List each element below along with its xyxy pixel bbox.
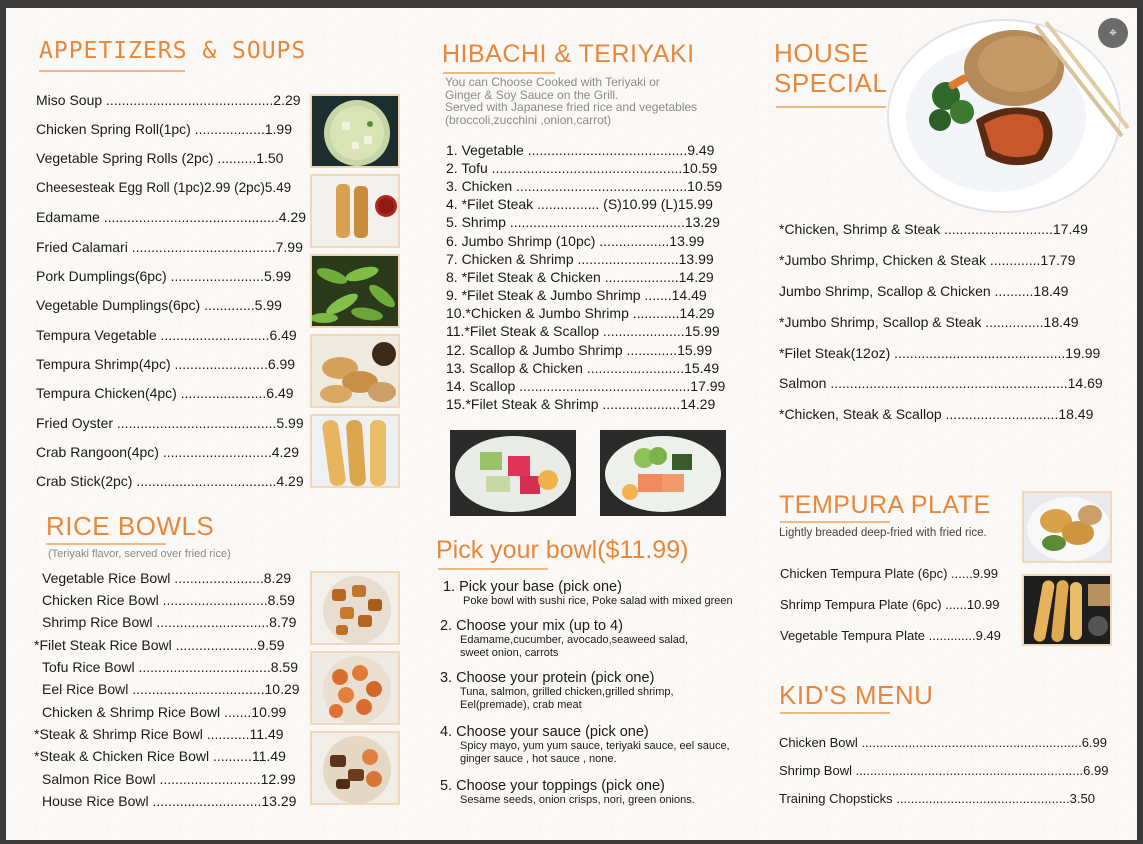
menu-item: Crab Rangoon(4pc) ............................4.29 bbox=[36, 444, 300, 460]
poke-title: Pick your bowl($11.99) bbox=[436, 536, 689, 564]
poke-step bbox=[440, 618, 688, 660]
menu-item: Salmon .............................................................14.69 bbox=[779, 375, 1103, 391]
menu-item: 11.*Filet Steak & Scallop .....................15.99 bbox=[446, 323, 720, 339]
kids-menu-title: KID'S MENU bbox=[779, 680, 934, 710]
menu-item: Salmon Rice Bowl ..........................12.99 bbox=[42, 771, 296, 787]
menu-item: Training Chopsticks ................................................3.50 bbox=[779, 791, 1095, 806]
menu-item: Vegetable Tempura Plate .............9.49 bbox=[780, 628, 1001, 643]
tempura-plate-title: TEMPURA PLATE bbox=[779, 491, 991, 519]
poke-step-title: 4. Choose your sauce (pick one) bbox=[440, 724, 649, 740]
poke-step bbox=[443, 579, 733, 608]
rice-bowls-subtitle: (Teriyaki flavor, served over fried rice) bbox=[48, 548, 231, 560]
menu-item: *Jumbo Shrimp, Chicken & Steak .............17.79 bbox=[779, 252, 1076, 268]
appetizers-underline bbox=[39, 70, 185, 72]
house-special-title-line1: HOUSE bbox=[774, 38, 869, 68]
spring-roll-photo bbox=[310, 174, 400, 248]
menu-item: 7. Chicken & Shrimp ..........................13.99 bbox=[446, 251, 714, 267]
dumplings-photo bbox=[310, 334, 400, 408]
menu-item: 12. Scallop & Jumbo Shrimp .............15.99 bbox=[446, 342, 713, 358]
hibachi-desc-line: Served with Japanese fried rice and vegetables bbox=[445, 100, 698, 114]
rice-bowls-title: RICE BOWLS bbox=[46, 511, 215, 541]
menu-item: *Chicken, Shrimp & Steak ............................17.49 bbox=[779, 221, 1088, 237]
poke-step-desc: Poke bowl with sushi rice, Poke salad with mixed green bbox=[463, 595, 733, 607]
menu-item: Fried Oyster .........................................5.99 bbox=[36, 415, 304, 431]
menu-item: 4. *Filet Steak ................ (S)10.99 (L)15.99 bbox=[446, 196, 713, 212]
menu-item: Chicken & Shrimp Rice Bowl .......10.99 bbox=[42, 704, 287, 720]
house-special-title bbox=[774, 38, 887, 98]
poke-step-title: 2. Choose your mix (up to 4) bbox=[440, 618, 623, 634]
poke-step bbox=[440, 670, 674, 712]
menu-item: *Filet Steak(12oz) ............................................19.99 bbox=[779, 345, 1101, 361]
kids-menu-underline bbox=[780, 712, 890, 714]
poke-step-desc: ginger sauce , hot sauce , none. bbox=[460, 753, 617, 765]
hibachi-desc-line: You can Choose Cooked with Teriyaki or bbox=[445, 75, 660, 89]
rice-bowls-underline bbox=[46, 543, 166, 545]
poke-step-desc: Spicy mayo, yum yum sauce, teriyaki sauce, eel sauce, bbox=[460, 740, 730, 752]
menu-item: *Steak & Shrimp Rice Bowl ...........11.49 bbox=[34, 726, 284, 742]
menu-page bbox=[6, 8, 1137, 840]
menu-item: Chicken Spring Roll(1pc) ..................1.99 bbox=[36, 121, 292, 137]
menu-item: Edamame .............................................4.29 bbox=[36, 209, 306, 225]
edamame-photo bbox=[310, 254, 400, 328]
hibachi-desc-line: Ginger & Soy Sauce on the Grill. bbox=[445, 87, 619, 102]
chicken-rice-bowl-photo bbox=[310, 571, 400, 645]
poke-step-desc: sweet onion, carrots bbox=[460, 647, 559, 659]
poke-step-title: 1. Pick your base (pick one) bbox=[443, 579, 622, 595]
menu-item: Miso Soup ...........................................2.29 bbox=[36, 92, 301, 108]
menu-item: 5. Shrimp .............................................13.29 bbox=[446, 214, 720, 230]
menu-item: Vegetable Rice Bowl .......................8.29 bbox=[42, 570, 292, 586]
menu-item: Eel Rice Bowl ..................................10.29 bbox=[42, 681, 300, 697]
menu-item: Chicken Bowl .............................................................6.99 bbox=[779, 735, 1107, 750]
appetizers-title: APPETIZERS & SOUPS bbox=[39, 38, 307, 64]
menu-item: 14. Scallop ............................................17.99 bbox=[446, 378, 726, 394]
house-special-title-line2: SPECIAL bbox=[774, 68, 888, 98]
poke-step-desc: Edamame,cucumber, avocado,seaweed salad, bbox=[460, 634, 689, 646]
poke-step-title: 5. Choose your toppings (pick one) bbox=[440, 778, 665, 794]
shrimp-rice-bowl-photo bbox=[310, 651, 400, 725]
miso-soup-photo bbox=[310, 94, 400, 168]
tempura-plate-underline bbox=[780, 521, 890, 523]
menu-item: Vegetable Dumplings(6pc) .............5.99 bbox=[36, 297, 282, 313]
poke-step-title: 3. Choose your protein (pick one) bbox=[440, 670, 655, 686]
poke-step bbox=[440, 778, 695, 807]
tempura-plate-subtitle: Lightly breaded deep-fried with fried rice. bbox=[779, 527, 987, 539]
menu-item: 9. *Filet Steak & Jumbo Shrimp .......14.49 bbox=[446, 287, 707, 303]
menu-item: Shrimp Tempura Plate (6pc) ......10.99 bbox=[780, 597, 1000, 612]
poke-step-desc: Tuna, salmon, grilled chicken,grilled shrimp, bbox=[460, 686, 674, 698]
hibachi-underline bbox=[443, 72, 555, 74]
menu-item: 8. *Filet Steak & Chicken ...................14.29 bbox=[446, 269, 714, 285]
menu-item: *Jumbo Shrimp, Scallop & Steak ...............18.49 bbox=[779, 314, 1079, 330]
poke-bowl-photo-tuna bbox=[450, 430, 576, 516]
menu-item: 10.*Chicken & Jumbo Shrimp ............14.29 bbox=[446, 305, 715, 321]
menu-item: Jumbo Shrimp, Scallop & Chicken ..........18.49 bbox=[779, 283, 1069, 299]
menu-item: Tofu Rice Bowl ..................................8.59 bbox=[42, 659, 298, 675]
menu-item: Cheesesteak Egg Roll (1pc)2.99 (2pc)5.49 bbox=[36, 180, 292, 195]
poke-underline bbox=[438, 568, 548, 570]
steak-shrimp-bowl-photo bbox=[310, 731, 400, 805]
menu-item: Tempura Chicken(4pc) ......................6.49 bbox=[36, 385, 294, 401]
menu-item: Fried Calamari .....................................7.99 bbox=[36, 239, 303, 255]
menu-item: Chicken Tempura Plate (6pc) ......9.99 bbox=[780, 566, 998, 581]
menu-item: 2. Tofu .................................................10.59 bbox=[446, 160, 718, 176]
menu-item: Chicken Rice Bowl ...........................8.59 bbox=[42, 592, 295, 608]
tempura-plate-photo-1 bbox=[1022, 491, 1112, 563]
menu-item: Shrimp Rice Bowl .............................8.79 bbox=[42, 614, 297, 630]
menu-item: 15.*Filet Steak & Shrimp ....................14.29 bbox=[446, 396, 716, 412]
menu-item: 6. Jumbo Shrimp (10pc) ..................13.99 bbox=[446, 233, 705, 249]
tempura-shrimp-photo bbox=[310, 414, 400, 488]
menu-item: *Steak & Chicken Rice Bowl ..........11.49 bbox=[34, 748, 286, 764]
poke-step bbox=[440, 724, 730, 766]
poke-step-desc: Eel(premade), crab meat bbox=[460, 699, 582, 711]
menu-item: Vegetable Spring Rolls (2pc) ..........1.50 bbox=[36, 150, 284, 166]
menu-item: Pork Dumplings(6pc) ........................5.99 bbox=[36, 268, 292, 284]
menu-item: Crab Stick(2pc) ....................................4.29 bbox=[36, 473, 304, 489]
menu-item: Shrimp Bowl ...............................................................6.99 bbox=[779, 763, 1109, 778]
menu-item: 13. Scallop & Chicken .........................15.49 bbox=[446, 360, 720, 376]
poke-bowl-photo-salmon bbox=[600, 430, 726, 516]
poke-step-desc: Sesame seeds, onion crisps, nori, green onions. bbox=[460, 794, 695, 806]
menu-item: *Filet Steak Rice Bowl .....................9.59 bbox=[34, 637, 285, 653]
menu-item: 3. Chicken ............................................10.59 bbox=[446, 178, 723, 194]
menu-item: House Rice Bowl ............................13.29 bbox=[42, 793, 297, 809]
menu-item: Tempura Shrimp(4pc) ........................6.99 bbox=[36, 356, 296, 372]
menu-item: *Chicken, Steak & Scallop .............................18.49 bbox=[779, 406, 1094, 422]
hibachi-title: HIBACHI & TERIYAKI bbox=[442, 40, 695, 68]
tempura-plate-photo-2 bbox=[1022, 574, 1112, 646]
zoom-out-icon[interactable]: ⌖ bbox=[1098, 18, 1128, 48]
house-special-underline bbox=[776, 106, 886, 108]
menu-item: 1. Vegetable .........................................9.49 bbox=[446, 142, 715, 158]
hibachi-desc-line: (broccoli,zucchini ,onion,carrot) bbox=[445, 112, 612, 127]
menu-item: Tempura Vegetable ............................6.49 bbox=[36, 327, 297, 343]
house-special-plate-photo bbox=[886, 16, 1136, 218]
